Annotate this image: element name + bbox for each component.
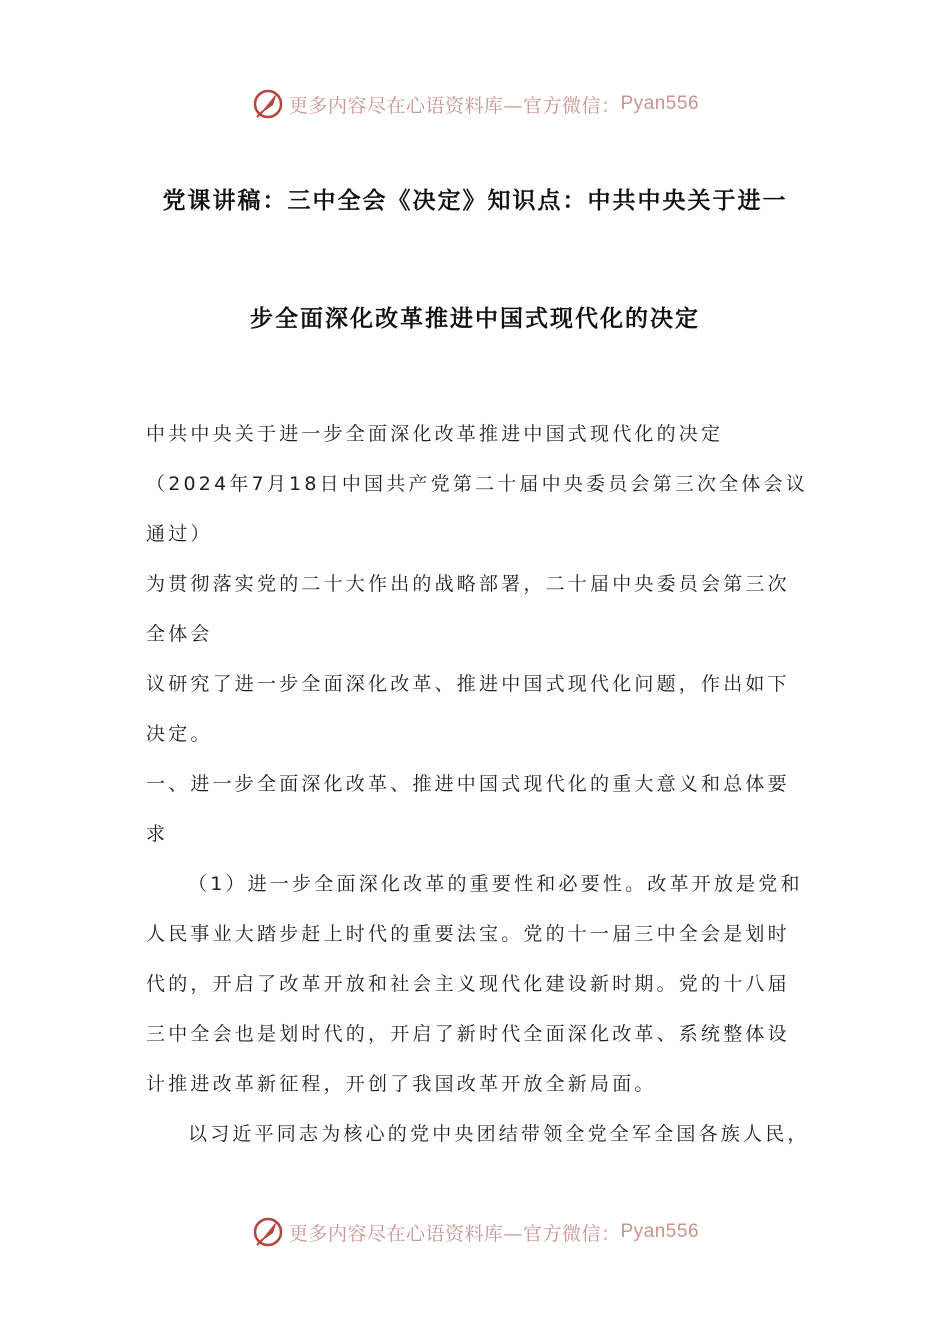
section-heading-continued: 求: [146, 823, 169, 845]
watermark-text: 更多内容尽在心语资料库—官方微信：: [288, 94, 621, 117]
document-title-line-2: 步全面深化改革推进中国式现代化的决定: [250, 306, 700, 332]
watermark-banner-top: [0, 84, 950, 124]
body-line: 通过）: [146, 523, 213, 545]
body-line: （2024年7月18日中国共产党第二十届中央委员会第三次全体会议: [146, 473, 809, 495]
body-line: 决定。: [146, 723, 213, 745]
body-line: 以习近平同志为核心的党中央团结带领全党全军全国各族人民，: [188, 1123, 810, 1145]
section-heading: 一、进一步全面深化改革、推进中国式现代化的重大意义和总体要: [146, 773, 790, 795]
body-line: 中共中央关于进一步全面深化改革推进中国式现代化的决定: [146, 423, 724, 445]
body-line: 为贯彻落实党的二十大作出的战略部署，二十届中央委员会第三次: [146, 573, 790, 595]
body-line: 代的，开启了改革开放和社会主义现代化建设新时期。党的十八届: [146, 973, 790, 995]
body-line: 三中全会也是划时代的，开启了新时代全面深化改革、系统整体设: [146, 1023, 790, 1045]
watermark-wechat-id: Pyan556: [620, 93, 700, 114]
document-body: [146, 419, 816, 1169]
quill-logo-icon: [251, 87, 285, 121]
watermark-text: 更多内容尽在心语资料库—官方微信：: [288, 1222, 621, 1245]
body-line: （1）进一步全面深化改革的重要性和必要性。改革开放是党和: [188, 873, 803, 895]
document-title-line-1: 党课讲稿：三中全会《决定》知识点：中共中央关于进一: [162, 188, 788, 214]
body-line: 计推进改革新征程，开创了我国改革开放全新局面。: [146, 1073, 657, 1095]
watermark-banner-bottom: [0, 1212, 950, 1252]
quill-logo-icon: [251, 1215, 285, 1249]
watermark-wechat-id: Pyan556: [620, 1221, 700, 1242]
body-line: 全体会: [146, 623, 213, 645]
body-line: 人民事业大踏步赶上时代的重要法宝。党的十一届三中全会是划时: [146, 923, 790, 945]
body-line: 议研究了进一步全面深化改革、推进中国式现代化问题，作出如下: [146, 673, 790, 695]
